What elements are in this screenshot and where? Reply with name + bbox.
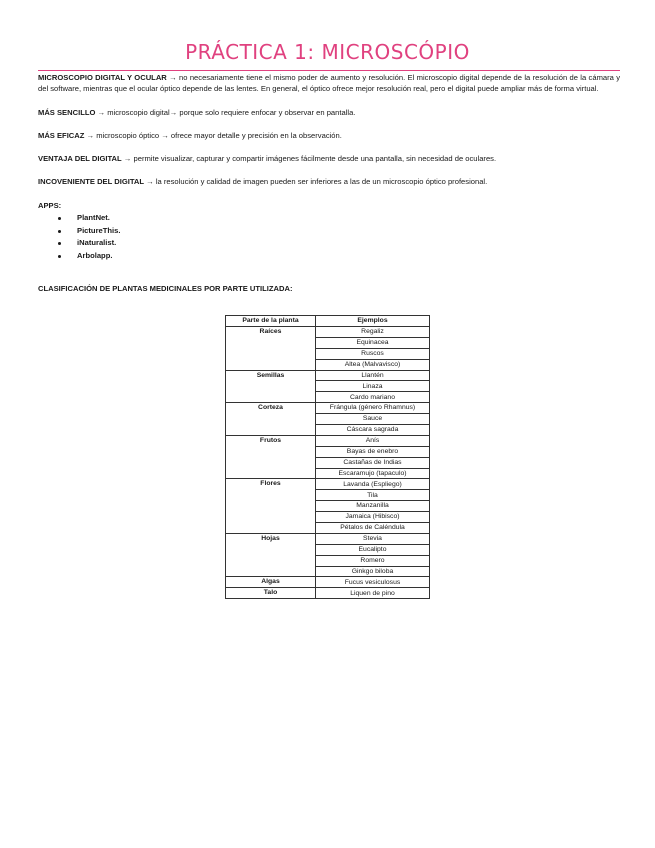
document-body	[38, 72, 620, 294]
table-row	[226, 577, 430, 588]
table-header-row	[226, 316, 430, 327]
table-row	[226, 403, 430, 414]
list-item: PictureThis.	[38, 225, 620, 238]
example-cell: Stevia	[316, 533, 430, 544]
example-cell: Altea (Malvavisco)	[316, 359, 430, 370]
example-cell: Cardo mariano	[316, 392, 430, 403]
example-cell: Equinacea	[316, 337, 430, 348]
example-cell: Bayas de enebro	[316, 446, 430, 457]
example-cell: Regaliz	[316, 327, 430, 338]
plant-part-cell: Flores	[226, 479, 316, 533]
paragraph-inconveniente-digital	[38, 176, 620, 187]
page-title: PRÁCTICA 1: MICROSCÓPIO	[185, 40, 470, 64]
example-cell: Jamaica (Hibisco)	[316, 512, 430, 523]
plant-part-cell: Hojas	[226, 533, 316, 577]
example-cell: Anís	[316, 435, 430, 446]
paragraph-text: → no necesariamente tiene el mismo poder de aumento y resolución. El microscopio digital depende de la resolución de la cámara y del software, mientras que el ocular óptico depende de las lentes. En general, el óptico ofrece mejor resolución real, pero el digital puede ampliar más de forma virtual.	[38, 73, 620, 94]
example-cell: Cáscara sagrada	[316, 425, 430, 436]
example-cell: Sauce	[316, 414, 430, 425]
example-cell: Fucus vesiculosus	[316, 577, 430, 588]
table-body	[226, 327, 430, 599]
paragraph-label: MÁS EFICAZ	[38, 130, 85, 140]
paragraph-ventaja-digital	[38, 153, 620, 164]
paragraph-text: → microscopio óptico → ofrece mayor detalle y precisión en la observación.	[84, 130, 342, 140]
paragraph-label: INCOVENIENTE DEL DIGITAL	[38, 177, 145, 187]
plant-part-cell: Talo	[226, 588, 316, 599]
table-row	[226, 588, 430, 599]
paragraph-text: → microscopio digital→ porque solo requiere enfocar y observar en pantalla.	[95, 107, 356, 117]
paragraph-mas-sencillo	[38, 107, 620, 118]
table-row	[226, 370, 430, 381]
paragraph-text: → permite visualizar, capturar y compartir imágenes fácilmente desde una pantalla, sin necesidad de oculares.	[121, 154, 497, 164]
column-header-examples: Ejemplos	[316, 316, 430, 327]
paragraph-label: VENTAJA DEL DIGITAL	[38, 154, 122, 164]
apps-list	[38, 212, 620, 263]
plant-part-cell: Corteza	[226, 403, 316, 436]
plant-part-cell: Raíces	[226, 327, 316, 371]
example-cell: Lavanda (Espliego)	[316, 479, 430, 490]
paragraph-digital-vs-ocular	[38, 72, 620, 95]
column-header-part: Parte de la planta	[226, 316, 316, 327]
plant-part-cell: Frutos	[226, 435, 316, 479]
apps-heading: APPS:	[38, 200, 62, 210]
list-item: Arbolapp.	[38, 250, 620, 263]
example-cell: Pétalos de Caléndula	[316, 523, 430, 534]
plants-table	[225, 315, 430, 599]
list-item: PlantNet.	[38, 212, 620, 225]
example-cell: Liquen de pino	[316, 588, 430, 599]
example-cell: Tila	[316, 490, 430, 501]
table-row	[226, 533, 430, 544]
table-row	[226, 435, 430, 446]
example-cell: Frángula (género Rhamnus)	[316, 403, 430, 414]
paragraph-text: → la resolución y calidad de imagen pueden ser inferiores a las de un microscopio óptico profesional.	[144, 177, 488, 187]
example-cell: Linaza	[316, 381, 430, 392]
table-heading: CLASIFICACIÓN DE PLANTAS MEDICINALES POR PARTE UTILIZADA:	[38, 283, 293, 293]
paragraph-label: MICROSCOPIO DIGITAL Y OCULAR	[38, 73, 167, 82]
table-row	[226, 327, 430, 338]
example-cell: Eucalipto	[316, 544, 430, 555]
list-item: iNaturalist.	[38, 237, 620, 250]
example-cell: Castañas de Indias	[316, 457, 430, 468]
example-cell: Ginkgo biloba	[316, 566, 430, 577]
example-cell: Ruscos	[316, 348, 430, 359]
example-cell: Escaramujo (tapaculo)	[316, 468, 430, 479]
example-cell: Manzanilla	[316, 501, 430, 512]
paragraph-label: MÁS SENCILLO	[38, 107, 96, 117]
plant-part-cell: Algas	[226, 577, 316, 588]
table-row	[226, 479, 430, 490]
plant-part-cell: Semillas	[226, 370, 316, 403]
example-cell: Llantén	[316, 370, 430, 381]
paragraph-mas-eficaz	[38, 130, 620, 141]
example-cell: Romero	[316, 555, 430, 566]
title-underline	[38, 70, 620, 71]
